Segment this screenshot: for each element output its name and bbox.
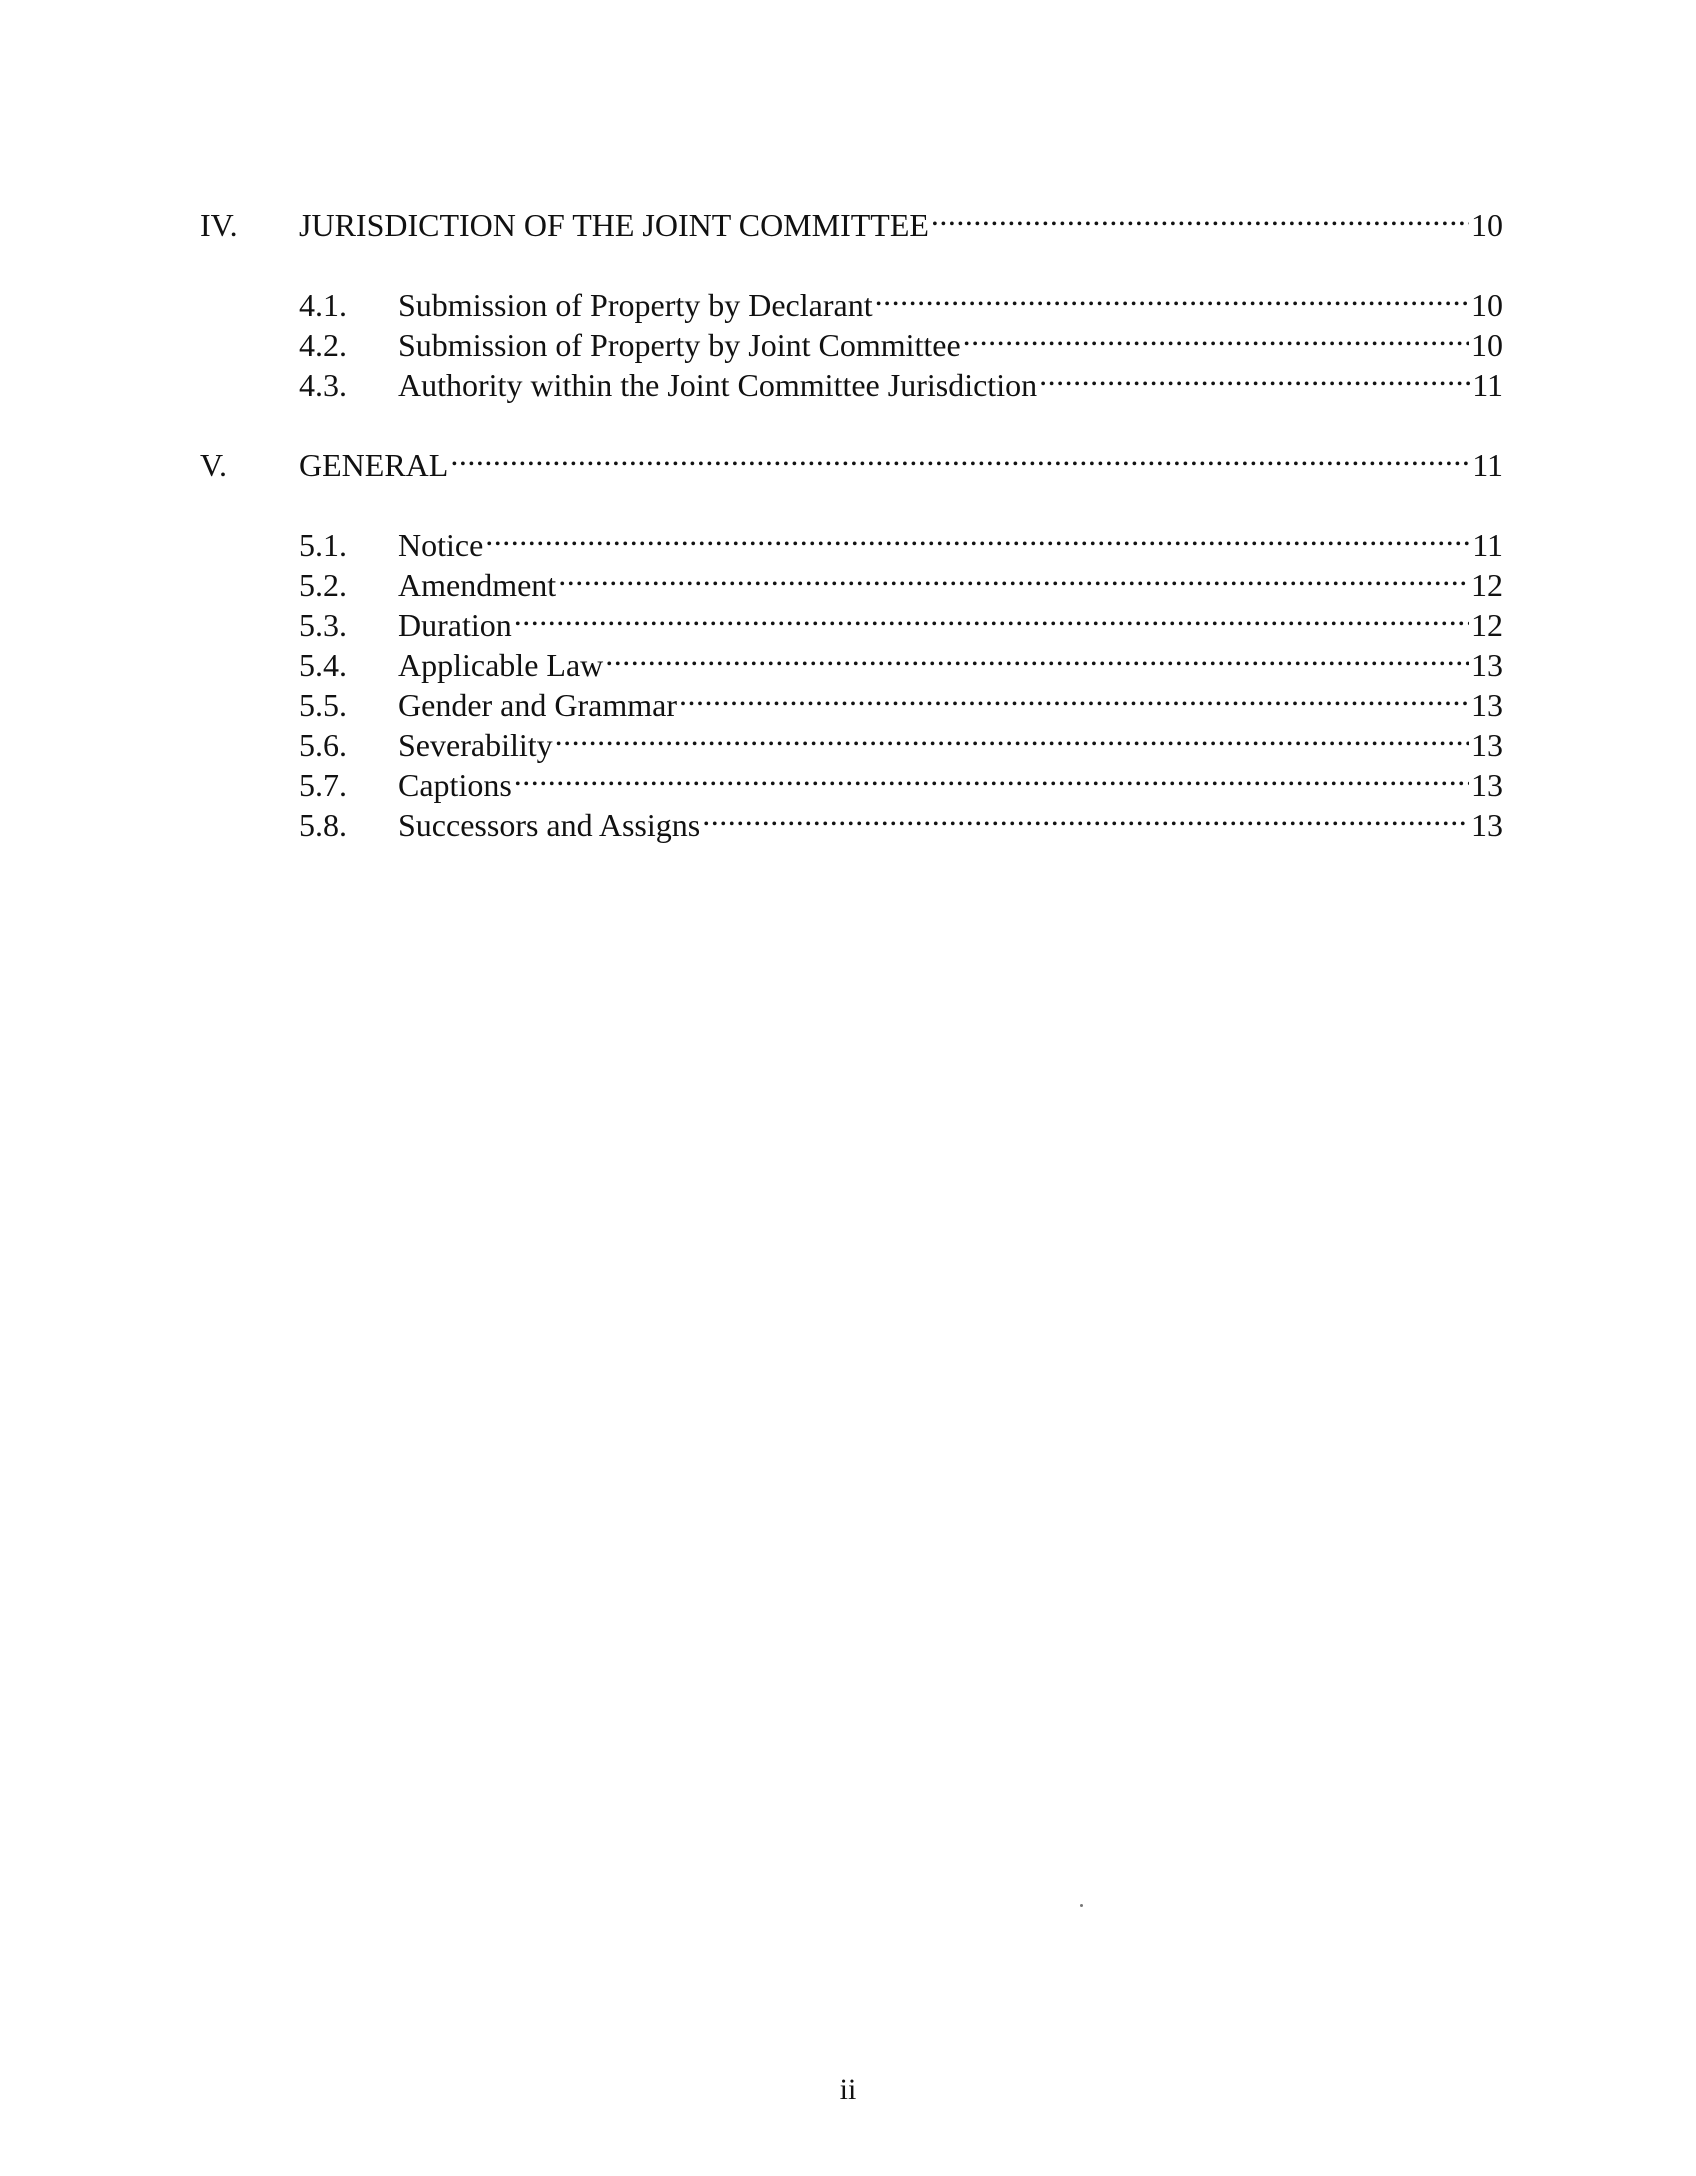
toc-page-number: 11 (1472, 367, 1503, 403)
dot-leader (1039, 356, 1470, 396)
dot-leader (605, 636, 1469, 676)
toc-item-number: 5.7. (299, 767, 347, 803)
toc-item-number: 5.5. (299, 687, 347, 723)
toc-item-number: 5.1. (299, 527, 347, 563)
toc-page-number: 11 (1472, 527, 1503, 563)
toc-item-number: 5.3. (299, 607, 347, 643)
toc-page-number: 13 (1471, 767, 1503, 803)
dot-leader (558, 556, 1469, 596)
toc-item-title: Submission of Property by Joint Committee (398, 327, 961, 363)
toc-page-number: 13 (1471, 647, 1503, 683)
toc-page-number: 13 (1471, 727, 1503, 763)
toc-item-title: Amendment (398, 567, 557, 603)
toc-item-number: 5.4. (299, 647, 347, 683)
toc-page-number: 13 (1471, 807, 1503, 843)
toc-page-number: 12 (1471, 567, 1503, 603)
dot-leader (963, 316, 1469, 356)
toc-item-number: 4.3. (299, 367, 347, 403)
toc-section-title: JURISDICTION OF THE JOINT COMMITTEE (299, 207, 929, 243)
toc-section-number: V. (200, 447, 227, 483)
toc-page-number: 10 (1471, 207, 1503, 243)
dot-leader (931, 196, 1469, 236)
toc-section-v (200, 436, 1503, 485)
toc-item-title: Notice (398, 527, 484, 563)
toc-page-number: 10 (1471, 327, 1503, 363)
toc-section-iv (200, 196, 1503, 245)
dot-leader (514, 596, 1469, 636)
toc-item-number: 5.8. (299, 807, 347, 843)
toc-item-title: Submission of Property by Declarant (398, 287, 873, 323)
dot-leader (485, 516, 1470, 556)
dot-leader (875, 276, 1469, 316)
toc-section-title: GENERAL (299, 447, 449, 483)
dot-leader (702, 796, 1469, 836)
toc-item-number: 5.6. (299, 727, 347, 763)
toc-page-number: 11 (1472, 447, 1503, 483)
toc-item-title: Applicable Law (398, 647, 604, 683)
dot-leader (450, 436, 1470, 476)
toc-item-title: Authority within the Joint Committee Jurisdiction (398, 367, 1038, 403)
dot-leader (679, 676, 1469, 716)
toc-item-title: Duration (398, 607, 512, 643)
toc-item-title: Successors and Assigns (398, 807, 701, 843)
toc-item-title: Severability (398, 727, 553, 763)
toc-item-5-8 (299, 796, 1503, 845)
dot-leader (514, 756, 1469, 796)
toc-item-title: Captions (398, 767, 512, 803)
page-number-footer: ii (839, 2073, 857, 2106)
toc-item-number: 5.2. (299, 567, 347, 603)
scan-speck (1080, 1904, 1083, 1907)
toc-item-number: 4.2. (299, 327, 347, 363)
dot-leader (555, 716, 1469, 756)
toc-item-4-3 (299, 356, 1503, 405)
toc-page-number: 10 (1471, 287, 1503, 323)
toc-page-number: 13 (1471, 687, 1503, 723)
toc-item-number: 4.1. (299, 287, 347, 323)
toc-item-title: Gender and Grammar (398, 687, 677, 723)
toc-section-number: IV. (200, 207, 238, 243)
toc-page-number: 12 (1471, 607, 1503, 643)
